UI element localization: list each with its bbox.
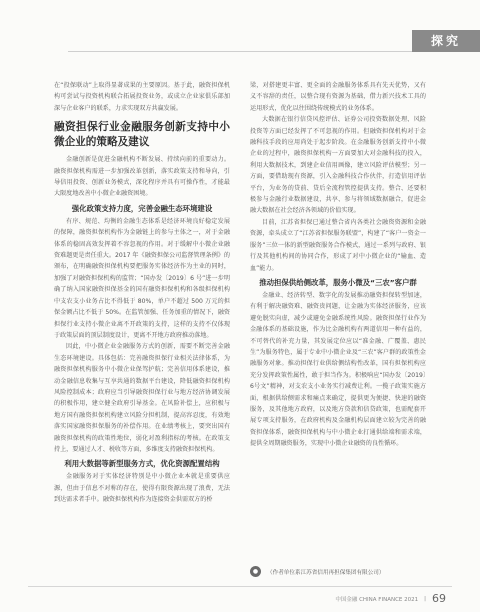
right-column — [250, 80, 426, 450]
left-column — [54, 80, 230, 506]
body-paragraph: 因此，中小微企业金融服务方式的创新，需要不断完善金融生态环境建设。具体包括：完善融资担保行业相关法律体系，为融资担保机构服务中小微企业保驾护航；完善信用体系建设，推动金融信息收集与互享共通的数据平台建设，降低融资担保机构风险控制成本；政府应当引导融资担保行业与地方经济协调发展的积极作用，建立健全政府引导基金。在风险补偿上，应积极与地方国有融资担保机构建立风险分担机制，提高容忍度，有效地落实国家融资担保服务的补偿作用。在业绩考核上，要突出国有融资担保机构的政策性地位，弱化对盈利指标的考核。在政策支持上，要通过人才、税收等方面，多维度支持融资担保机构。 — [54, 343, 230, 453]
subheading-big-data: 利用大数据等新型服务方式，优化资源配置结构 — [64, 459, 220, 469]
user-icon: ● — [250, 566, 261, 577]
subheading-policy: 强化政策支持力度，完善金融生态环境建设 — [71, 203, 213, 213]
footer-separator: | — [424, 595, 426, 602]
section-tab: 探究 — [412, 30, 480, 52]
page-header — [0, 0, 480, 56]
subheading-supply-side: 推动担保供给侧改革，服务小微及“三农”客户群 — [259, 277, 417, 287]
body-paragraph: 梁，对搭建更丰富、更全面的金融服务体系具有先天优势，又有义不容辞的责任，以整合现有资源为基础，借力新兴技术工具的运用形式，优化以往围绕传统模式的业务体系。 — [250, 82, 426, 112]
author-note — [250, 566, 450, 577]
publication-name: 中国金融 CHINA FINANCE 2021 — [335, 596, 419, 603]
author-affiliation: （作者单位系江苏省信用再担保集团有限公司） — [267, 569, 385, 576]
article-section-title: 融资担保行业金融服务创新支持中小微企业的策略及建议 — [54, 121, 230, 149]
body-paragraph: 金融业、经济转型、数字化的发展推动融资担保转型加速，有利于解决融资难、融资贵问题，让金融为实体经济服务，应该避免脱实向虚，减少或避免金融系统性风险。融资担保行业作为金融体系的基础设施，作为比金融机构有两道信用一种有益的，不可替代的补充力量，其发展定位应以“准金融、广覆盖、惠民生”为服务特色，属于专业中小微企业及“三农”客户群的政策性金融服务对象。推动担保行业供给侧结构性改革，国有担保机构应充分发挥政策性属性，敢于担当作为。积极响应“国办发〔2019〕6号文”精神，对支农支小业务实行减费让利。一揽子政策实施方面，根据供给侧需求和痛点来确定，提供更为便捷、快速的融资服务，及其他地方政府，以及地方贷款和信贷政策，也需配套开展专项支持服务，在政府机构及金融机构层面建立较为完善的融资担保体系，融资担保机构与中小微企业打通供给端和需求端，提供全周期融资服务，实现中小微企业融资的良性循环。 — [250, 291, 426, 448]
body-paragraph: 金融服务对于实体经济特别是中小微企业本就是重要供应源，但由于信息不对称的存在，使得有限资源出现了浪费，无法到达需求者手中。融资担保机构作为连接资金供需双方的桥 — [54, 473, 230, 504]
body-paragraph: 有序、规范、均衡的金融生态体系是经济环境良好稳定发展的保障，融资担保机构作为金融链上的参与主体之一，对于金融体系的稳固高效发挥着不容忽视的作用。对于缓解中小微企业融资难题更是责任重大。2017 年《融资担保公司监督管理条例》的颁布，在明确融资担保机构要把服务实体经济作为主业的同时，加强了对融资担保机构的监管；“国办发〔2019〕6 号”进一步明确了纳入国家融资担保基金的国有融资担保机构和各级担保机构中支农支小业务占比不得低于 80%，单户不超过 500 万元的担保金额占比不低于 50%。在监管加强、任务加重的情况下，融资担保行业支持小微企业离不开政策的支持，这样的支持不仅体现于政策层面的顶层制度设计，更离不开地方政府推动落地。 — [54, 217, 230, 339]
body-paragraph: 大数据在银行信贷风控评估、证券公司投资数据处理、风险投资等方面已经发挥了不可忽视的作用。但融资担保机构对于金融科技手段的应用尚处于起步阶段。在金融服务创新支持中小微企业的过程中，融资担保机构一方面要加大对金融科技的投入，利用大数据技术，到建企业信用画像，建立风险评估模型；另一方面，要借助现有资源，引入金融科技合作伙伴，打造信用评估平台，为业务的贷前、贷后全流程管控提供支持。整合、还要积极参与金融行业数据建设，共享、参与将领域数据融合，促进金融大数据在社会经济各领域的价值实现。 — [250, 116, 426, 215]
page-number: 69 — [432, 592, 446, 605]
header-divider — [68, 51, 412, 52]
intro-paragraph: 在“投保联动”上取得显著成果的主要原因。基于此，融资担保机构可尝试与投资机构联合拓展投资业务，或成立企业家俱乐部加深与企业客户的联系，力求实现双方共赢发展。 — [54, 82, 230, 112]
body-paragraph: 金融创新是促进金融机构不断发展、持续向前的重要动力。融资担保机构需进一步加强改革创新，落实政策支持和导向，引导信用投资、创新业务模式，深化程序并具有可操作性，才能最大限度地改善中小微企业融资困境。 — [54, 156, 230, 198]
body-paragraph: 目前，江苏省担保已通过整合省内各类社会融资资源和金融资源，牵头成立了“江苏省担保服务联盟”，构建了“客户一资金一服务”三位一体的新型融资服务合作模式，通过一系列与政府、银行及其他机构间的协同合作，形成了对中小微企业的“输血、造血”能力。 — [250, 218, 426, 272]
footer-divider — [28, 586, 452, 587]
page-footer — [335, 592, 446, 605]
